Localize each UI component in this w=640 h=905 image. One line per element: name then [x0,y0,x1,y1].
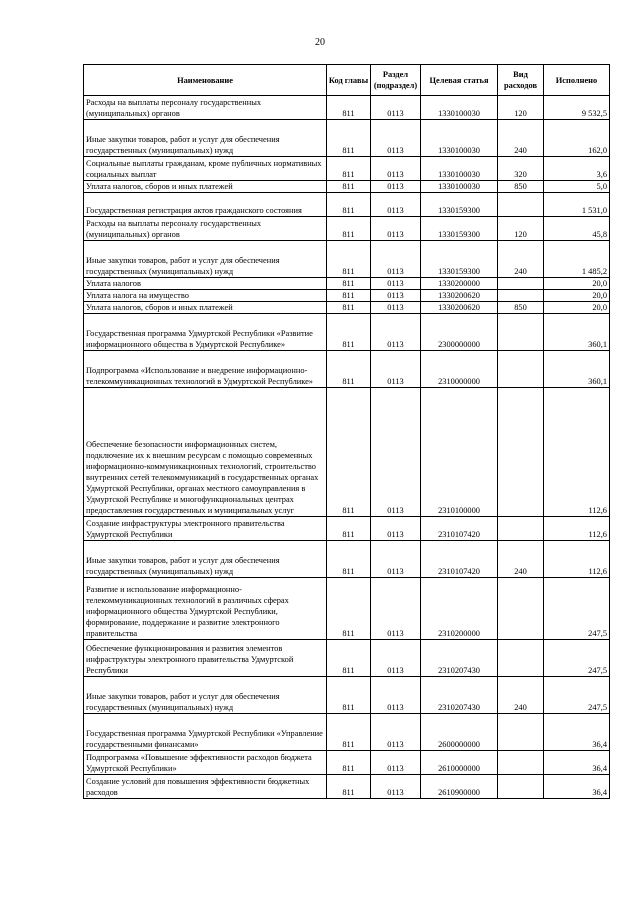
header-done: Исполнено [544,65,610,96]
cell-code: 811 [327,388,371,517]
table-row [84,241,610,278]
cell-code: 811 [327,217,371,241]
table-row [84,541,610,578]
table-row [84,96,610,120]
cell-name: Обеспечение функционирования и развития элементов инфраструктуры электронного правительства Удмуртской Республики [84,640,327,677]
cell-section: 0113 [371,775,421,799]
cell-article: 2610900000 [421,775,498,799]
cell-section: 0113 [371,751,421,775]
cell-section: 0113 [371,302,421,314]
cell-code: 811 [327,677,371,714]
cell-section: 0113 [371,541,421,578]
cell-section: 0113 [371,278,421,290]
table-row [84,751,610,775]
cell-code: 811 [327,96,371,120]
cell-kind [498,351,544,388]
cell-name: Государственная регистрация актов гражданского состояния [84,193,327,217]
cell-name: Расходы на выплаты персоналу государственных (муниципальных) органов [84,217,327,241]
cell-done: 36,4 [544,714,610,751]
cell-name: Иные закупки товаров, работ и услуг для обеспечения государственных (муниципальных) нужд [84,241,327,278]
cell-kind [498,193,544,217]
table-row [84,714,610,751]
cell-code: 811 [327,193,371,217]
cell-section: 0113 [371,193,421,217]
cell-code: 811 [327,517,371,541]
cell-article: 2310107420 [421,517,498,541]
cell-article: 1330200620 [421,290,498,302]
table-row [84,388,610,517]
cell-section: 0113 [371,314,421,351]
cell-kind: 850 [498,181,544,193]
cell-section: 0113 [371,241,421,278]
cell-done: 247,5 [544,640,610,677]
table-row [84,302,610,314]
page-number: 20 [315,37,325,48]
cell-kind [498,578,544,640]
cell-name: Уплата налогов, сборов и иных платежей [84,302,327,314]
cell-article: 2310207430 [421,640,498,677]
cell-name: Подпрограмма «Повышение эффективности расходов бюджета Удмуртской Республики» [84,751,327,775]
table-row [84,193,610,217]
cell-article: 1330159300 [421,241,498,278]
cell-article: 1330100030 [421,96,498,120]
cell-code: 811 [327,120,371,157]
cell-code: 811 [327,714,371,751]
cell-kind: 240 [498,677,544,714]
cell-done: 5,0 [544,181,610,193]
cell-name: Государственная программа Удмуртской Республики «Развитие информационного общества в Удмуртской Республике» [84,314,327,351]
cell-name: Государственная программа Удмуртской Республики «Управление государственными финансами» [84,714,327,751]
cell-kind: 850 [498,302,544,314]
cell-section: 0113 [371,578,421,640]
cell-name: Создание инфраструктуры электронного правительства Удмуртской Республики [84,517,327,541]
cell-kind [498,314,544,351]
cell-section: 0113 [371,96,421,120]
cell-name: Подпрограмма «Использование и внедрение информационно-телекоммуникационных технологий в Удмуртской Республике» [84,351,327,388]
cell-done: 36,4 [544,751,610,775]
table-row [84,290,610,302]
cell-article: 2610000000 [421,751,498,775]
cell-section: 0113 [371,181,421,193]
cell-name: Обеспечение безопасности информационных систем, подключение их к внешним ресурсам с помощью современных информационно-коммуникационных технологий, строительство внутренних сетей телекоммуникаций в государственных органах Удмуртской Республики, органах местного самоуправления в Удмуртской Республике и многофункциональных центрах предоставления государственных и муниципальных услуг [84,388,327,517]
cell-done: 360,1 [544,351,610,388]
cell-code: 811 [327,314,371,351]
cell-kind [498,751,544,775]
cell-done: 112,6 [544,517,610,541]
cell-kind: 120 [498,96,544,120]
cell-article: 1330159300 [421,217,498,241]
cell-article: 1330100030 [421,157,498,181]
cell-done: 247,5 [544,578,610,640]
cell-name: Уплата налога на имущество [84,290,327,302]
cell-done: 1 485,2 [544,241,610,278]
budget-execution-table [83,64,610,799]
table-header-row [84,65,610,96]
table-row [84,640,610,677]
cell-kind: 240 [498,241,544,278]
cell-code: 811 [327,578,371,640]
table-row [84,157,610,181]
table-row [84,181,610,193]
cell-section: 0113 [371,714,421,751]
cell-code: 811 [327,157,371,181]
cell-article: 1330200000 [421,278,498,290]
cell-done: 36,4 [544,775,610,799]
cell-name: Расходы на выплаты персоналу государственных (муниципальных) органов [84,96,327,120]
cell-section: 0113 [371,677,421,714]
cell-code: 811 [327,541,371,578]
cell-article: 2310100000 [421,388,498,517]
cell-name: Уплата налогов, сборов и иных платежей [84,181,327,193]
cell-done: 20,0 [544,302,610,314]
cell-code: 811 [327,278,371,290]
cell-kind [498,714,544,751]
table-row [84,351,610,388]
cell-name: Иные закупки товаров, работ и услуг для обеспечения государственных (муниципальных) нужд [84,677,327,714]
cell-article: 2310200000 [421,578,498,640]
header-article: Целевая статья [421,65,498,96]
cell-article: 2600000000 [421,714,498,751]
cell-code: 811 [327,751,371,775]
cell-done: 360,1 [544,314,610,351]
cell-done: 3,6 [544,157,610,181]
cell-done: 112,6 [544,541,610,578]
header-section: Раздел (подраздел) [371,65,421,96]
cell-kind: 240 [498,120,544,157]
cell-article: 1330200620 [421,302,498,314]
cell-kind [498,388,544,517]
cell-section: 0113 [371,388,421,517]
table-row [84,517,610,541]
cell-article: 2310107420 [421,541,498,578]
table-row [84,314,610,351]
cell-article: 1330100030 [421,120,498,157]
cell-section: 0113 [371,517,421,541]
cell-code: 811 [327,181,371,193]
cell-name: Развитие и использование информационно-телекоммуникационных технологий в различных сферах информационного общества Удмуртской Республики, формирование, поддержание и развитие электронного правительства [84,578,327,640]
cell-name: Уплата налогов [84,278,327,290]
cell-code: 811 [327,775,371,799]
table-row [84,217,610,241]
cell-done: 20,0 [544,278,610,290]
cell-code: 811 [327,290,371,302]
cell-article: 2310000000 [421,351,498,388]
cell-section: 0113 [371,120,421,157]
cell-name: Иные закупки товаров, работ и услуг для обеспечения государственных (муниципальных) нужд [84,541,327,578]
cell-section: 0113 [371,290,421,302]
cell-done: 45,8 [544,217,610,241]
table-row [84,278,610,290]
cell-article: 1330100030 [421,181,498,193]
cell-kind [498,517,544,541]
cell-section: 0113 [371,351,421,388]
cell-name: Создание условий для повышения эффективности бюджетных расходов [84,775,327,799]
cell-code: 811 [327,640,371,677]
header-code: Код главы [327,65,371,96]
cell-article: 2310207430 [421,677,498,714]
cell-name: Социальные выплаты гражданам, кроме публичных нормативных социальных выплат [84,157,327,181]
cell-done: 1 531,0 [544,193,610,217]
table-row [84,677,610,714]
cell-done: 112,6 [544,388,610,517]
cell-kind [498,640,544,677]
cell-done: 9 532,5 [544,96,610,120]
cell-code: 811 [327,302,371,314]
cell-kind [498,278,544,290]
cell-kind: 240 [498,541,544,578]
cell-kind [498,290,544,302]
cell-done: 162,0 [544,120,610,157]
table-row [84,578,610,640]
cell-name: Иные закупки товаров, работ и услуг для обеспечения государственных (муниципальных) нужд [84,120,327,157]
cell-article: 2300000000 [421,314,498,351]
cell-done: 20,0 [544,290,610,302]
table-row [84,120,610,157]
cell-section: 0113 [371,640,421,677]
header-kind: Вид расходов [498,65,544,96]
header-name: Наименование [84,65,327,96]
cell-code: 811 [327,241,371,278]
cell-section: 0113 [371,157,421,181]
cell-section: 0113 [371,217,421,241]
cell-kind [498,775,544,799]
cell-code: 811 [327,351,371,388]
table-row [84,775,610,799]
cell-kind: 320 [498,157,544,181]
cell-article: 1330159300 [421,193,498,217]
cell-kind: 120 [498,217,544,241]
cell-done: 247,5 [544,677,610,714]
